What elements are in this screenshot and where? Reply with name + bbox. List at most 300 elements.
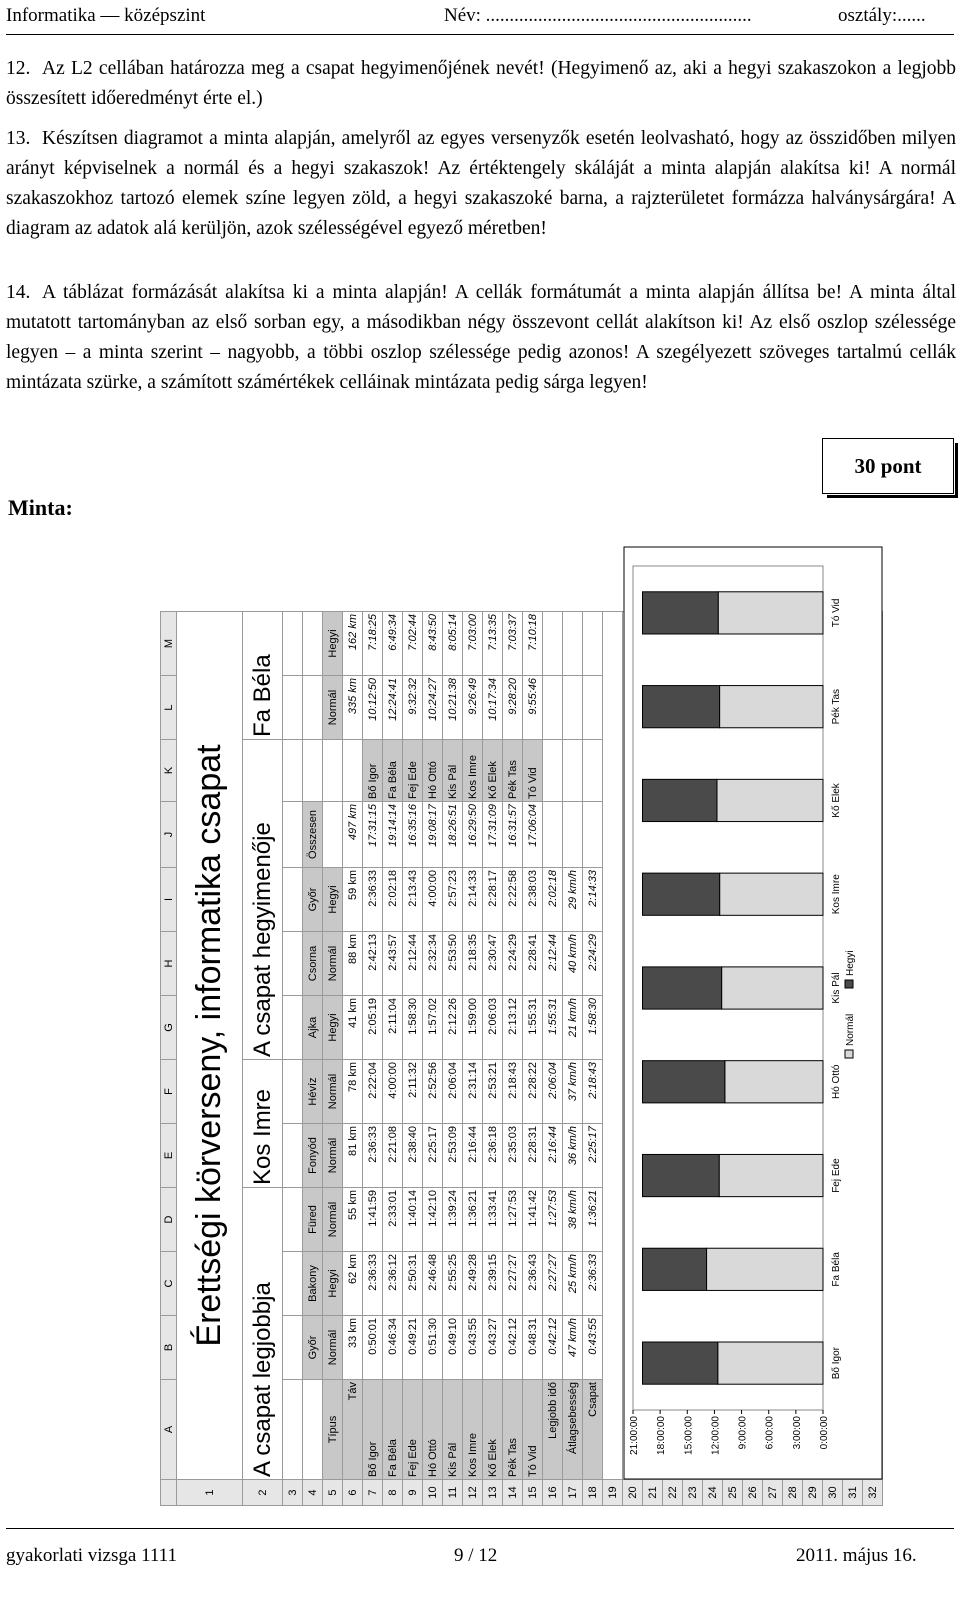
time-cell[interactable]: 7:18:25	[363, 612, 383, 676]
time-cell[interactable]: 2:02:18	[383, 868, 403, 932]
time-cell[interactable]: 9:26:49	[463, 676, 483, 740]
stage-type[interactable]: Normál	[323, 932, 343, 996]
sheet-row	[243, 612, 283, 1506]
distance[interactable]: 88 km	[343, 932, 363, 996]
footer-divider	[6, 1528, 954, 1529]
column-header-J[interactable]: J	[161, 802, 177, 868]
row-number[interactable]: 25	[723, 1480, 743, 1506]
row-number[interactable]: 9	[403, 1480, 423, 1506]
time-cell[interactable]: 9:32:32	[403, 676, 423, 740]
time-cell[interactable]: 2:32:34	[423, 932, 443, 996]
rider-name[interactable]: Kos Imre	[463, 1380, 483, 1480]
time-cell[interactable]: 18:26:51	[443, 802, 463, 868]
column-header-I[interactable]: I	[161, 868, 177, 932]
time-cell[interactable]: 1:33:41	[483, 1188, 503, 1252]
summary-cell[interactable]: 2:25:17	[583, 1124, 603, 1188]
time-cell[interactable]: 1:55:31	[523, 996, 543, 1060]
empty-cell[interactable]	[563, 740, 583, 802]
row-number[interactable]: 28	[783, 1480, 803, 1506]
rider-name[interactable]: Fej Ede	[403, 1380, 423, 1480]
legend-label: Hegyi	[845, 950, 856, 976]
distance[interactable]: 55 km	[343, 1188, 363, 1252]
row-number[interactable]: 8	[383, 1480, 403, 1506]
time-cell[interactable]: 9:55:46	[523, 676, 543, 740]
column-header-D[interactable]: D	[161, 1188, 177, 1252]
summary-cell[interactable]: 2:24:29	[583, 932, 603, 996]
column-header-L[interactable]: L	[161, 676, 177, 740]
time-cell[interactable]: 2:30:47	[483, 932, 503, 996]
time-cell[interactable]: 2:06:04	[443, 1060, 463, 1124]
task-number: 13.	[6, 128, 31, 149]
row-number[interactable]: 30	[823, 1480, 843, 1506]
points-box: 30 pont	[822, 438, 954, 494]
time-cell[interactable]: 0:42:12	[503, 1316, 523, 1380]
row-number[interactable]: 10	[423, 1480, 443, 1506]
sheet-row	[543, 612, 563, 1506]
time-cell[interactable]: 0:50:01	[363, 1316, 383, 1380]
row-number[interactable]: 11	[443, 1480, 463, 1506]
stage-name[interactable]	[303, 1380, 323, 1480]
stage-type[interactable]: Normál	[323, 1124, 343, 1188]
row-number[interactable]: 16	[543, 1480, 563, 1506]
stage-name[interactable]: Bakony	[303, 1252, 323, 1316]
summary-cell[interactable]: 29 km/h	[563, 868, 583, 932]
sheet-title[interactable]: Érettségi körverseny, informatika csapat	[177, 612, 243, 1480]
time-cell[interactable]: 2:16:44	[463, 1124, 483, 1188]
x-tick-label: Tó Vid	[831, 598, 842, 628]
time-cell[interactable]: 0:48:31	[523, 1316, 543, 1380]
time-cell[interactable]: 2:12:26	[443, 996, 463, 1060]
row-number[interactable]: 31	[843, 1480, 863, 1506]
legend-label: Normál	[845, 1013, 856, 1046]
best-time-label[interactable]: Legjobb idő	[543, 1380, 563, 1480]
time-cell[interactable]: 1:58:30	[403, 996, 423, 1060]
summary-cell[interactable]: 2:06:04	[543, 1060, 563, 1124]
best-name[interactable]: Kos Imre	[243, 1060, 283, 1188]
distance[interactable]: Táv	[343, 1380, 363, 1480]
header-name-field: Név: ........................................................	[444, 5, 752, 26]
empty-cell[interactable]	[283, 868, 303, 932]
time-cell[interactable]: Kő Elek	[483, 740, 503, 802]
stage-name[interactable]: Hévíz	[303, 1060, 323, 1124]
time-cell[interactable]: 10:17:34	[483, 676, 503, 740]
sheet-row	[303, 612, 323, 1506]
row-number[interactable]: 5	[323, 1480, 343, 1506]
footer-page-number: 9 / 12	[454, 1545, 498, 1566]
time-cell[interactable]: 4:00:00	[383, 1060, 403, 1124]
row-number[interactable]: 22	[663, 1480, 683, 1506]
task-number: 14.	[6, 282, 31, 303]
time-cell[interactable]: 19:14:14	[383, 802, 403, 868]
footer-date: 2011. május 16.	[796, 1545, 917, 1566]
time-cell[interactable]: 16:29:50	[463, 802, 483, 868]
row-number[interactable]: 20	[623, 1480, 643, 1506]
row-number[interactable]: 18	[583, 1480, 603, 1506]
time-cell[interactable]: 1:40:14	[403, 1188, 423, 1252]
distance[interactable]: 162 km	[343, 612, 363, 676]
summary-cell[interactable]: 1:55:31	[543, 996, 563, 1060]
time-cell[interactable]: 2:24:29	[503, 932, 523, 996]
column-header-F[interactable]: F	[161, 1060, 177, 1124]
row-number[interactable]: 3	[283, 1480, 303, 1506]
column-header-C[interactable]: C	[161, 1252, 177, 1316]
stage-type[interactable]	[323, 740, 343, 802]
bar-normal	[707, 1248, 823, 1290]
row-number[interactable]: 23	[683, 1480, 703, 1506]
time-cell[interactable]: 2:52:56	[423, 1060, 443, 1124]
empty-cell[interactable]	[283, 1124, 303, 1188]
empty-cell[interactable]	[543, 676, 563, 740]
time-cell[interactable]: Fej Ede	[403, 740, 423, 802]
time-cell[interactable]: Hó Ottó	[423, 740, 443, 802]
time-cell[interactable]: Kos Imre	[463, 740, 483, 802]
stage-name[interactable]: Ajka	[303, 996, 323, 1060]
stage-type[interactable]: Hegyi	[323, 868, 343, 932]
stage-type[interactable]: Normál	[323, 676, 343, 740]
row-number[interactable]: 2	[243, 1480, 283, 1506]
time-cell[interactable]: 1:41:59	[363, 1188, 383, 1252]
rider-name[interactable]: Fa Béla	[383, 1380, 403, 1480]
rider-name[interactable]: Tó Vid	[523, 1380, 543, 1480]
time-cell[interactable]: 17:06:04	[523, 802, 543, 868]
x-tick-label: Fej Ede	[831, 1158, 842, 1193]
time-cell[interactable]: 2:36:33	[363, 868, 383, 932]
time-cell[interactable]: 0:43:55	[463, 1316, 483, 1380]
sheet-row	[323, 612, 343, 1506]
time-cell[interactable]: 2:11:04	[383, 996, 403, 1060]
sheet-row	[483, 612, 503, 1506]
row-number[interactable]: 17	[563, 1480, 583, 1506]
summary-cell[interactable]: 40 km/h	[563, 932, 583, 996]
stage-name[interactable]: Csorna	[303, 932, 323, 996]
team-label[interactable]: Csapat	[583, 1380, 603, 1480]
summary-cell[interactable]: 2:14:33	[583, 868, 603, 932]
time-cell[interactable]: 10:12:50	[363, 676, 383, 740]
empty-cell[interactable]	[283, 1252, 303, 1316]
summary-cell[interactable]: 38 km/h	[563, 1188, 583, 1252]
y-tick-label: 3:00:00	[791, 1416, 803, 1450]
row-number[interactable]: 12	[463, 1480, 483, 1506]
row-number[interactable]: 32	[863, 1480, 883, 1506]
task-14	[6, 278, 956, 398]
sheet-row	[283, 612, 303, 1506]
empty-cell[interactable]	[283, 612, 303, 676]
stage-name[interactable]: Füred	[303, 1188, 323, 1252]
y-tick-label: 0:00:00	[819, 1416, 830, 1450]
time-cell[interactable]: 4:00:00	[423, 868, 443, 932]
empty-cell[interactable]	[543, 740, 563, 802]
column-header-M[interactable]: M	[161, 612, 177, 676]
time-cell[interactable]: 0:49:10	[443, 1316, 463, 1380]
stage-name[interactable]: Győr	[303, 1316, 323, 1380]
sheet-row	[343, 612, 363, 1506]
row-number[interactable]: 21	[643, 1480, 663, 1506]
time-cell[interactable]: 2:18:43	[503, 1060, 523, 1124]
time-cell[interactable]: 2:53:50	[443, 932, 463, 996]
time-cell[interactable]: 2:57:23	[443, 868, 463, 932]
time-cell[interactable]: 2:43:57	[383, 932, 403, 996]
time-cell[interactable]: 10:24:27	[423, 676, 443, 740]
stage-type[interactable]: Típus	[323, 1380, 343, 1480]
column-header-row	[161, 612, 177, 1506]
stage-name[interactable]: Győr	[303, 868, 323, 932]
row-number[interactable]: 14	[503, 1480, 523, 1506]
stage-name[interactable]: Fonyód	[303, 1124, 323, 1188]
sheet-row	[583, 612, 603, 1506]
sheet-row	[423, 612, 443, 1506]
stage-type[interactable]: Normál	[323, 1316, 343, 1380]
empty-cell[interactable]	[543, 802, 563, 868]
task-text: Az L2 cellában határozza meg a csapat hegyimenőjének nevét! (Hegyimenő az, aki a hegyi szakaszokon a legjobb összesített időeredményt érte el.)	[6, 58, 956, 109]
time-cell[interactable]: 2:25:17	[423, 1124, 443, 1188]
time-cell[interactable]: 2:36:43	[523, 1252, 543, 1316]
time-cell[interactable]: 2:06:03	[483, 996, 503, 1060]
time-cell[interactable]: 2:27:27	[503, 1252, 523, 1316]
empty-cell[interactable]	[563, 676, 583, 740]
time-cell[interactable]: 10:21:38	[443, 676, 463, 740]
empty-cell[interactable]	[283, 740, 303, 802]
time-cell[interactable]: 2:28:31	[523, 1124, 543, 1188]
stage-type[interactable]	[323, 802, 343, 868]
time-cell[interactable]: 2:13:12	[503, 996, 523, 1060]
column-header-K[interactable]: K	[161, 740, 177, 802]
stage-name[interactable]: Összesen	[303, 802, 323, 868]
distance[interactable]: 78 km	[343, 1060, 363, 1124]
time-cell[interactable]: 2:38:40	[403, 1124, 423, 1188]
empty-cell[interactable]	[283, 1188, 303, 1252]
time-cell[interactable]: 2:05:19	[363, 996, 383, 1060]
time-cell[interactable]: 8:05:14	[443, 612, 463, 676]
time-cell[interactable]: 16:31:57	[503, 802, 523, 868]
y-tick-label: 6:00:00	[764, 1416, 776, 1450]
summary-cell[interactable]: 2:16:44	[543, 1124, 563, 1188]
row-number[interactable]: 6	[343, 1480, 363, 1506]
summary-cell[interactable]: 21 km/h	[563, 996, 583, 1060]
time-cell[interactable]: 2:28:17	[483, 868, 503, 932]
time-cell[interactable]: 8:43:50	[423, 612, 443, 676]
summary-cell[interactable]: 0:42:12	[543, 1316, 563, 1380]
summary-cell[interactable]: 2:36:33	[583, 1252, 603, 1316]
time-cell[interactable]: 2:18:35	[463, 932, 483, 996]
empty-cell[interactable]	[303, 740, 323, 802]
time-cell[interactable]: 7:13:35	[483, 612, 503, 676]
empty-cell[interactable]	[583, 676, 603, 740]
summary-cell[interactable]: 1:27:53	[543, 1188, 563, 1252]
column-header-B[interactable]: B	[161, 1316, 177, 1380]
empty-cell[interactable]	[283, 1380, 303, 1480]
time-cell[interactable]: 1:59:00	[463, 996, 483, 1060]
time-cell[interactable]: 9:28:20	[503, 676, 523, 740]
row-number[interactable]: 15	[523, 1480, 543, 1506]
time-cell[interactable]: 2:22:04	[363, 1060, 383, 1124]
summary-cell[interactable]: 1:58:30	[583, 996, 603, 1060]
sample-spreadsheet	[160, 546, 879, 1506]
time-cell[interactable]: 0:43:27	[483, 1316, 503, 1380]
time-cell[interactable]: 2:22:58	[503, 868, 523, 932]
climber-label[interactable]: A csapat hegyimenője	[243, 740, 283, 1060]
summary-cell[interactable]: 1:36:21	[583, 1188, 603, 1252]
chart-area-cell[interactable]	[603, 612, 623, 1480]
time-cell[interactable]: 2:55:25	[443, 1252, 463, 1316]
time-cell[interactable]: 7:02:44	[403, 612, 423, 676]
x-tick-label: Bő Igor	[831, 1346, 842, 1380]
time-cell[interactable]: 0:49:21	[403, 1316, 423, 1380]
time-cell[interactable]: 0:46:34	[383, 1316, 403, 1380]
stage-type[interactable]: Normál	[323, 1188, 343, 1252]
climber-name[interactable]: Fa Béla	[243, 612, 283, 740]
empty-cell[interactable]	[583, 802, 603, 868]
row-number[interactable]: 19	[603, 1480, 623, 1506]
distance[interactable]: 62 km	[343, 1252, 363, 1316]
task-12	[6, 54, 956, 114]
column-header-A[interactable]: A	[161, 1380, 177, 1480]
time-cell[interactable]: 2:12:44	[403, 932, 423, 996]
empty-cell[interactable]	[303, 676, 323, 740]
empty-cell[interactable]	[283, 996, 303, 1060]
row-number[interactable]: 1	[177, 1480, 243, 1506]
time-cell[interactable]: 1:39:24	[443, 1188, 463, 1252]
task-text: A táblázat formázását alakítsa ki a minta alapján! A cellák formátumát a minta alapján állítsa be! A minta által mutatott tartományban az első sorban egy, a másodikban négy összevont cellát alakítson ki! Az első oszlop szélessége legyen – a minta szerint – nagyobb, a többi oszlop szélessége pedig azonos! A szegélyezett szöveges tartalmú cellák mintázata szürke, a számított számértékek celláinak mintázata pedig sárga legyen!	[6, 282, 956, 393]
y-tick-label: 21:00:00	[629, 1416, 640, 1455]
rider-name[interactable]: Bő Igor	[363, 1380, 383, 1480]
distance[interactable]: 335 km	[343, 676, 363, 740]
distance[interactable]: 81 km	[343, 1124, 363, 1188]
distance[interactable]: 33 km	[343, 1316, 363, 1380]
bar-normal	[717, 779, 823, 821]
time-cell[interactable]: 2:13:43	[403, 868, 423, 932]
empty-cell[interactable]	[583, 740, 603, 802]
time-cell[interactable]: 1:36:21	[463, 1188, 483, 1252]
column-header-E[interactable]: E	[161, 1124, 177, 1188]
time-cell[interactable]: 2:50:31	[403, 1252, 423, 1316]
empty-cell[interactable]	[583, 612, 603, 676]
time-cell[interactable]: 2:38:03	[523, 868, 543, 932]
time-cell[interactable]: 2:28:22	[523, 1060, 543, 1124]
stage-type[interactable]: Hegyi	[323, 996, 343, 1060]
time-cell[interactable]: 1:57:02	[423, 996, 443, 1060]
empty-cell[interactable]	[563, 612, 583, 676]
legend-swatch	[845, 980, 853, 988]
summary-cell[interactable]: 2:18:43	[583, 1060, 603, 1124]
time-cell[interactable]: 12:24:41	[383, 676, 403, 740]
summary-cell[interactable]: 2:02:18	[543, 868, 563, 932]
summary-cell[interactable]: 37 km/h	[563, 1060, 583, 1124]
time-cell[interactable]: 2:49:28	[463, 1252, 483, 1316]
time-cell[interactable]: 17:31:15	[363, 802, 383, 868]
rider-name[interactable]: Pék Tas	[503, 1380, 523, 1480]
time-cell[interactable]: 1:27:53	[503, 1188, 523, 1252]
time-cell[interactable]: 2:53:09	[443, 1124, 463, 1188]
summary-cell[interactable]: 2:12:44	[543, 932, 563, 996]
time-cell[interactable]: 2:31:14	[463, 1060, 483, 1124]
rider-name[interactable]: Kő Elek	[483, 1380, 503, 1480]
rider-name[interactable]: Kis Pál	[443, 1380, 463, 1480]
best-label[interactable]: A csapat legjobbja	[243, 1188, 283, 1480]
column-header-H[interactable]: H	[161, 932, 177, 996]
time-cell[interactable]: 17:31:09	[483, 802, 503, 868]
stage-type[interactable]: Hegyi	[323, 612, 343, 676]
y-tick-label: 9:00:00	[737, 1416, 749, 1450]
time-cell[interactable]: 2:42:13	[363, 932, 383, 996]
bar-normal	[725, 1061, 823, 1103]
time-cell[interactable]: 2:36:18	[483, 1124, 503, 1188]
stage-type[interactable]: Normál	[323, 1060, 343, 1124]
time-cell[interactable]: Tó Vid	[523, 740, 543, 802]
rider-name[interactable]: Hó Ottó	[423, 1380, 443, 1480]
time-cell[interactable]: 2:36:33	[363, 1124, 383, 1188]
time-cell[interactable]: 2:14:33	[463, 868, 483, 932]
time-cell[interactable]: 2:33:01	[383, 1188, 403, 1252]
time-cell[interactable]: 2:21:08	[383, 1124, 403, 1188]
time-cell[interactable]: 2:36:12	[383, 1252, 403, 1316]
time-cell[interactable]: 2:53:21	[483, 1060, 503, 1124]
avg-speed-label[interactable]: Átlagsebesség	[563, 1380, 583, 1480]
row-number[interactable]: 26	[743, 1480, 763, 1506]
empty-cell[interactable]	[283, 1060, 303, 1124]
empty-cell[interactable]	[563, 802, 583, 868]
corner-cell[interactable]	[161, 1480, 177, 1506]
distance[interactable]: 41 km	[343, 996, 363, 1060]
row-number[interactable]: 7	[363, 1480, 383, 1506]
row-number[interactable]: 29	[803, 1480, 823, 1506]
empty-cell[interactable]	[543, 612, 563, 676]
time-cell[interactable]: 19:08:17	[423, 802, 443, 868]
empty-cell[interactable]	[283, 676, 303, 740]
time-cell[interactable]: 7:03:00	[463, 612, 483, 676]
time-cell[interactable]: 2:35:03	[503, 1124, 523, 1188]
sheet-row	[383, 612, 403, 1506]
time-cell[interactable]: 2:46:48	[423, 1252, 443, 1316]
time-cell[interactable]: 7:03:37	[503, 612, 523, 676]
empty-cell[interactable]	[283, 932, 303, 996]
row-number[interactable]: 24	[703, 1480, 723, 1506]
time-cell[interactable]: Bő Igor	[363, 740, 383, 802]
summary-cell[interactable]: 0:43:55	[583, 1316, 603, 1380]
time-cell[interactable]: 2:39:15	[483, 1252, 503, 1316]
distance[interactable]	[343, 740, 363, 802]
summary-cell[interactable]: 36 km/h	[563, 1124, 583, 1188]
x-tick-label: Hó Ottó	[831, 1064, 842, 1100]
empty-cell[interactable]	[283, 802, 303, 868]
time-cell[interactable]: Fa Béla	[383, 740, 403, 802]
row-number[interactable]: 4	[303, 1480, 323, 1506]
empty-cell[interactable]	[303, 612, 323, 676]
sheet-row	[603, 612, 623, 1506]
empty-cell[interactable]	[283, 1316, 303, 1380]
sheet-row	[443, 612, 463, 1506]
stage-type[interactable]: Hegyi	[323, 1252, 343, 1316]
column-header-G[interactable]: G	[161, 996, 177, 1060]
time-cell[interactable]: 2:11:32	[403, 1060, 423, 1124]
distance[interactable]: 497 km	[343, 802, 363, 868]
row-number[interactable]: 13	[483, 1480, 503, 1506]
time-cell[interactable]: 2:36:33	[363, 1252, 383, 1316]
time-cell[interactable]: 2:28:41	[523, 932, 543, 996]
summary-cell[interactable]: 47 km/h	[563, 1316, 583, 1380]
summary-cell[interactable]: 25 km/h	[563, 1252, 583, 1316]
time-cell[interactable]: 6:49:34	[383, 612, 403, 676]
time-cell[interactable]: 1:41:42	[523, 1188, 543, 1252]
time-cell[interactable]: 7:10:18	[523, 612, 543, 676]
row-number[interactable]: 27	[763, 1480, 783, 1506]
time-cell[interactable]: 16:35:16	[403, 802, 423, 868]
distance[interactable]: 59 km	[343, 868, 363, 932]
time-cell[interactable]: Pék Tas	[503, 740, 523, 802]
summary-cell[interactable]: 2:27:27	[543, 1252, 563, 1316]
time-cell[interactable]: 1:42:10	[423, 1188, 443, 1252]
time-cell[interactable]: Kis Pál	[443, 740, 463, 802]
time-cell[interactable]: 0:51:30	[423, 1316, 443, 1380]
